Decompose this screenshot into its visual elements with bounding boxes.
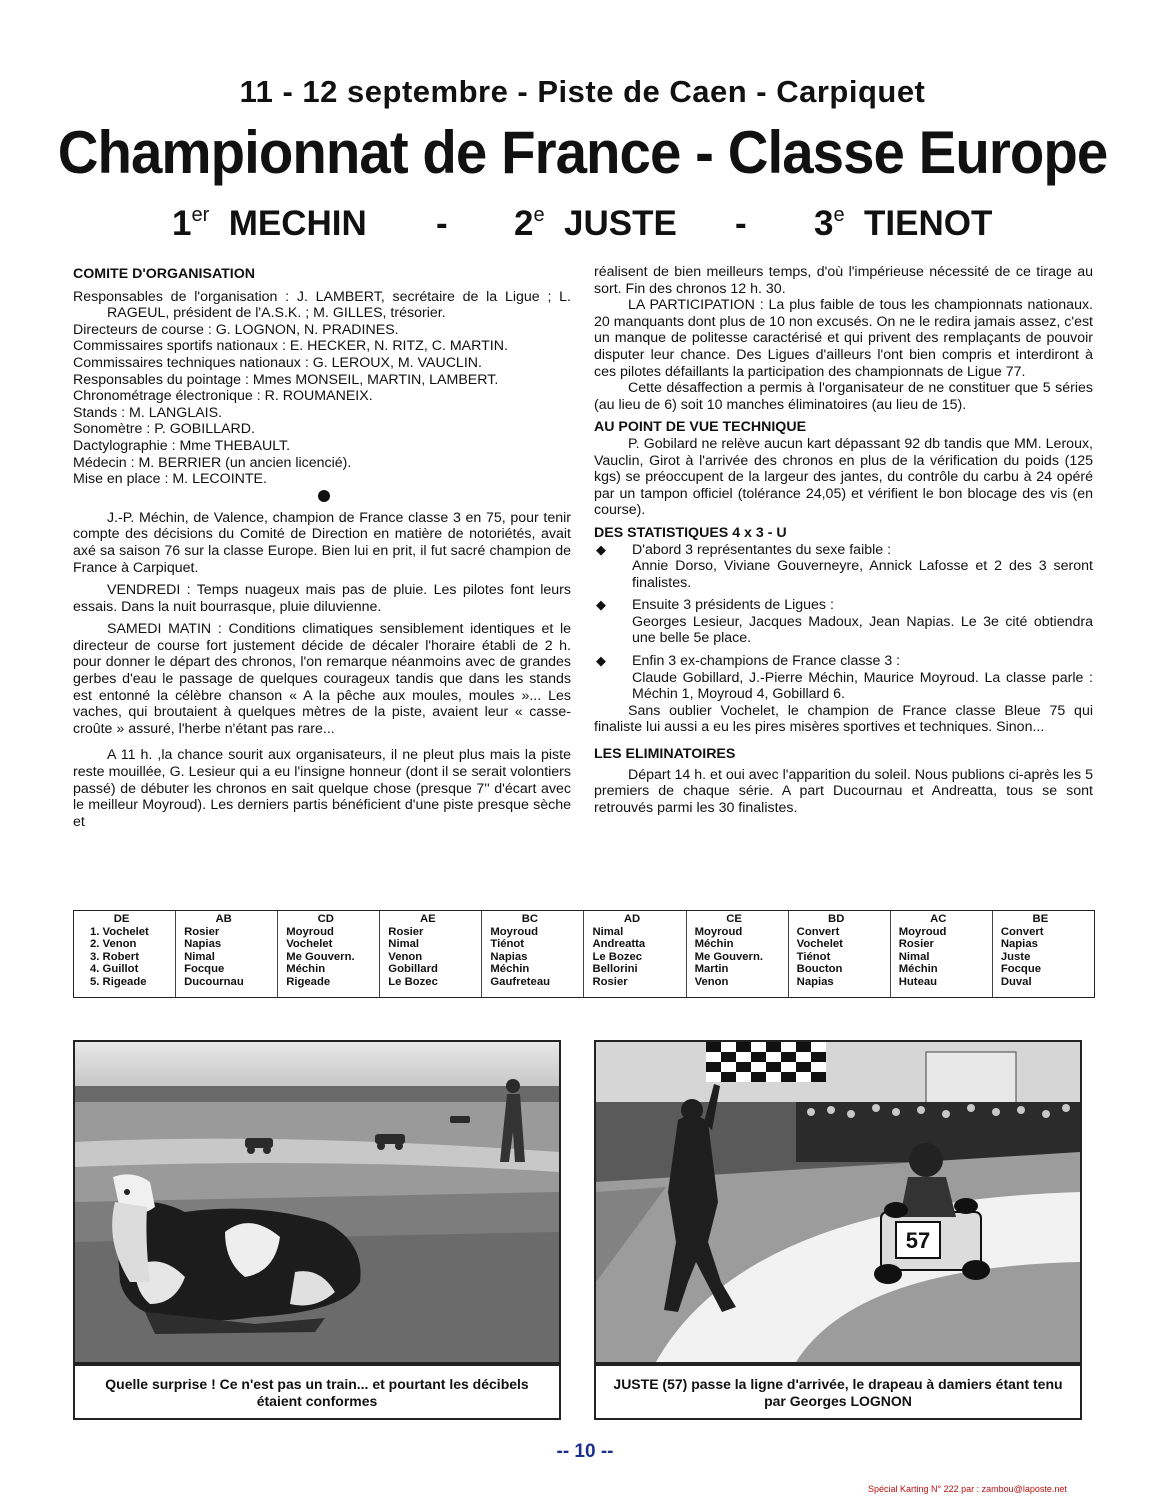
org-line: Commissaires sportifs nationaux : E. HECKER, N. RITZ, C. MARTIN. bbox=[73, 338, 508, 355]
podium-first: 1er MECHIN bbox=[172, 204, 367, 243]
eliminatoires-heading: LES ELIMINATOIRES bbox=[594, 746, 736, 763]
driver-entry: Méchin bbox=[490, 963, 530, 976]
driver-entry: Napias bbox=[796, 975, 834, 988]
driver-entry: Huteau bbox=[898, 975, 938, 988]
driver-entry: Ducournau bbox=[184, 975, 244, 988]
diamond-bullet-icon: ◆ bbox=[596, 597, 606, 613]
driver-entry: 4. Guillot bbox=[90, 963, 139, 976]
series-header: DE bbox=[113, 913, 130, 925]
driver-entry: Rosier bbox=[184, 925, 220, 938]
driver-entry: 1. Vochelet bbox=[90, 925, 149, 938]
footer-credit: Spécial Karting N° 222 par : zambou@laposte.net bbox=[868, 1484, 1067, 1494]
results-column bbox=[379, 911, 481, 997]
finish-line-photo bbox=[594, 1040, 1082, 1364]
org-line: Sonomètre : P. GOBILLARD. bbox=[73, 421, 255, 438]
series-header: AE bbox=[419, 913, 436, 925]
desaffection-paragraph: Cette désaffection a permis à l'organisateur de ne constituer que 5 séries (au lieu de 6) soit 10 manches éliminatoires (au lieu de 15). bbox=[594, 380, 1093, 413]
driver-entry: Andreatta bbox=[592, 938, 646, 951]
article-paragraph: réalisent de bien meilleurs temps, d'où l'impérieuse nécessité de ce tirage au sort. Fin des chronos 12 h. 30. bbox=[594, 264, 1093, 297]
driver-entry: Rosier bbox=[592, 975, 628, 988]
stats-lead: D'abord 3 représentantes du sexe faible : bbox=[632, 541, 892, 558]
podium-separator: - bbox=[436, 204, 448, 243]
podium-third: 3e TIENOT bbox=[814, 204, 993, 243]
podium-separator: - bbox=[735, 204, 747, 243]
vochelet-paragraph: Sans oublier Vochelet, le champion de France classe Bleue 75 qui finaliste lui aussi a eu les pires misères sportives et techniques. Sinon... bbox=[594, 702, 1093, 736]
kart-number-label: 57 bbox=[905, 1228, 931, 1253]
podium-line bbox=[0, 204, 1165, 254]
driver-entry: Boucton bbox=[796, 963, 843, 976]
driver-entry: Focque bbox=[1000, 963, 1042, 976]
right-column bbox=[594, 264, 1093, 816]
driver-entry: 5. Rigeade bbox=[90, 975, 147, 988]
driver-entry: Moyroud bbox=[490, 925, 539, 938]
stats-detail: Annie Dorso, Viviane Gouverneyre, Annick Lafosse et 2 des 3 seront finalistes. bbox=[632, 558, 1093, 591]
driver-entry: Moyroud bbox=[898, 925, 947, 938]
results-column bbox=[890, 911, 992, 997]
series-header: AB bbox=[215, 913, 232, 925]
cow-photo-image bbox=[75, 1042, 559, 1362]
driver-entry: Tiénot bbox=[796, 950, 831, 963]
event-date-location: 11 - 12 septembre - Piste de Caen - Carpiquet bbox=[239, 74, 926, 109]
stats-lead: Ensuite 3 présidents de Ligues : bbox=[632, 597, 834, 614]
series-header: BE bbox=[1032, 913, 1049, 925]
cow-photo bbox=[73, 1040, 561, 1364]
stats-lead: Enfin 3 ex-champions de France classe 3 : bbox=[632, 653, 901, 670]
technique-paragraph: P. Gobilard ne relève aucun kart dépassant 92 db tandis que MM. Leroux, Vauclin, Girot à l'arrivée des chronos en plus de la vérification du poids (125 kgs) se préoccupent de la largeur des jantes, du contrôle du carbu à 24 opéré par un tampon officiel (tolérance 24,05) et vérifient le bon blocage des vis (en course). bbox=[594, 435, 1093, 519]
article-paragraph: SAMEDI MATIN : Conditions climatiques sensiblement identiques et le directeur de course fort justement décide de décaler l'horaire établi de 2 h. pour donner le départ des chronos, l'on remarque néanmoins avec de grandes gerbes d'eau le passage de quelques courageux tandis que dans les stands est entonné la célèbre chanson « A la pêche aux moules, moules »... Les vaches, qui broutaient à quelques mètres de la piste, avaient leur « casse-croûte » assuré, l'herbe n'étant pas rare... bbox=[73, 621, 571, 737]
driver-entry: Venon bbox=[694, 975, 729, 988]
driver-entry: Convert bbox=[1000, 925, 1044, 938]
driver-entry: Napias bbox=[184, 938, 222, 951]
driver-entry: Rosier bbox=[898, 938, 934, 951]
article-paragraph: VENDREDI : Temps nuageux mais pas de pluie. Les pilotes font leurs essais. Dans la nuit bourrasque, pluie diluvienne. bbox=[73, 582, 571, 615]
driver-entry: Moyroud bbox=[286, 925, 334, 938]
driver-entry: Nimal bbox=[184, 950, 215, 963]
org-line: Médecin : M. BERRIER (un ancien licencié). bbox=[73, 454, 352, 471]
driver-entry: Tiénot bbox=[490, 938, 525, 951]
driver-entry: 3. Robert bbox=[90, 950, 139, 963]
series-header: AC bbox=[930, 913, 947, 925]
driver-entry: Duval bbox=[1000, 975, 1032, 988]
org-line: Chronométrage électronique : R. ROUMANEIX. bbox=[73, 388, 373, 405]
finish-line-photo-caption: JUSTE (57) passe la ligne d'arrivée, le drapeau à damiers étant tenu par Georges LOGNON bbox=[594, 1364, 1082, 1420]
results-column bbox=[277, 911, 379, 997]
stats-detail: Georges Lesieur, Jacques Madoux, Jean Napias. Le 3e cité obtiendra une belle 5e place. bbox=[632, 613, 1093, 647]
stats-item bbox=[594, 653, 1093, 703]
driver-entry: 2. Venon bbox=[90, 938, 137, 951]
driver-entry: Gaufreteau bbox=[490, 975, 551, 988]
org-line: Stands : M. LANGLAIS. bbox=[73, 404, 223, 421]
driver-entry: Me Gouvern. bbox=[694, 950, 763, 963]
series-header: AD bbox=[623, 913, 641, 925]
stats-item bbox=[594, 542, 1093, 592]
driver-entry: Martin bbox=[694, 963, 729, 976]
stats-heading: DES STATISTIQUES 4 x 3 - U bbox=[594, 524, 787, 541]
organisation-heading: COMITE D'ORGANISATION bbox=[73, 266, 256, 282]
series-header: BC bbox=[521, 913, 539, 925]
technique-heading: AU POINT DE VUE TECHNIQUE bbox=[594, 419, 807, 436]
org-line: Dactylographie : Mme THEBAULT. bbox=[73, 437, 291, 454]
diamond-bullet-icon: ◆ bbox=[596, 653, 606, 669]
driver-entry: Convert bbox=[796, 925, 840, 938]
driver-entry: Bellorini bbox=[592, 963, 638, 976]
driver-entry: Venon bbox=[388, 950, 423, 963]
results-column bbox=[583, 911, 685, 997]
driver-entry: Méchin bbox=[286, 963, 326, 976]
driver-entry: Me Gouvern. bbox=[286, 950, 355, 963]
results-table bbox=[73, 910, 1095, 998]
series-header: BD bbox=[828, 913, 845, 925]
page-title: Championnat de France - Classe Europe bbox=[57, 119, 1108, 186]
org-line: Responsables de l'organisation : J. LAMBERT, secrétaire de la Ligue ; L. RAGEUL, président de l'A.S.K. ; M. GILLES, trésorier. bbox=[73, 288, 571, 322]
eliminatoires-paragraph: Départ 14 h. et oui avec l'apparition du soleil. Nous publions ci-après les 5 premiers de chaque série. A part Ducournau et Andreatta, tous se sont retrouvés parmi les 30 finalistes. bbox=[594, 766, 1093, 816]
results-column bbox=[686, 911, 788, 997]
section-bullet-icon bbox=[318, 490, 330, 502]
left-column bbox=[73, 266, 571, 830]
org-line: Responsables du pointage : Mmes MONSEIL, MARTIN, LAMBERT. bbox=[73, 371, 499, 388]
participation-paragraph: LA PARTICIPATION : La plus faible de tous les championnats nationaux. 20 manquants dont plus de 10 non excusés. On ne le redira jamais assez, c'est un manque de politesse caractérisé et qui privent des remplaçants de pouvoir disputer leur chance. Des Ligues d'ailleurs l'ont bien compris et interdiront à ces pilotes défaillants la participation des championnats de Ligue 77. bbox=[594, 297, 1093, 380]
series-header: CE bbox=[726, 913, 742, 925]
org-line: Mise en place : M. LECOINTE. bbox=[73, 471, 267, 488]
driver-entry: Rosier bbox=[388, 925, 424, 938]
driver-entry: Juste bbox=[1000, 950, 1031, 963]
driver-entry: Moyroud bbox=[694, 925, 743, 938]
stats-item bbox=[594, 597, 1093, 647]
results-column bbox=[74, 911, 175, 997]
driver-entry: Rigeade bbox=[286, 975, 331, 988]
driver-entry: Nimal bbox=[388, 938, 420, 951]
driver-entry: Napias bbox=[490, 950, 528, 963]
driver-entry: Méchin bbox=[694, 938, 734, 951]
results-column bbox=[788, 911, 890, 997]
driver-entry: Focque bbox=[184, 963, 225, 976]
cow-photo-caption: Quelle surprise ! Ce n'est pas un train... et pourtant les décibels étaient conformes bbox=[73, 1364, 561, 1420]
diamond-bullet-icon: ◆ bbox=[596, 541, 606, 557]
results-column bbox=[175, 911, 277, 997]
series-header: CD bbox=[317, 913, 334, 925]
page-number: -- 10 -- bbox=[556, 1441, 614, 1462]
driver-entry: Méchin bbox=[898, 963, 938, 976]
org-line: Commissaires techniques nationaux : G. LEROUX, M. VAUCLIN. bbox=[73, 354, 482, 371]
driver-entry: Vochelet bbox=[796, 938, 843, 951]
driver-entry: Vochelet bbox=[286, 938, 333, 951]
driver-entry: Nimal bbox=[592, 925, 624, 938]
driver-entry: Napias bbox=[1000, 938, 1038, 951]
stats-detail: Claude Gobillard, J.-Pierre Méchin, Maurice Moyroud. La classe parle : Méchin 1, Moyroud 4, Gobillard 6. bbox=[632, 669, 1093, 703]
driver-entry: Le Bozec bbox=[388, 975, 438, 988]
podium-second: 2e JUSTE bbox=[514, 204, 677, 243]
finish-line-photo-image bbox=[596, 1042, 1080, 1362]
driver-entry: Gobillard bbox=[388, 963, 438, 976]
org-line: Directeurs de course : G. LOGNON, N. PRADINES. bbox=[73, 321, 399, 338]
article-paragraph: J.-P. Méchin, de Valence, champion de France classe 3 en 75, pour tenir compte des décisions du Comité de Direction en matière de notoriétés, avait axé sa saison 76 sur la classe Europe. Bien lui en prit, il fut sacré champion de France à Carpiquet. bbox=[73, 509, 571, 576]
article-paragraph: A 11 h. ,la chance sourit aux organisateurs, il ne pleut plus mais la piste reste mouillée, G. Lesieur qui a eu l'insigne honneur (dont il se serait volontiers passé) de débuter les chronos en sait quelque chose (presque 7'' d'écart avec le meilleur Moyroud). Les derniers partis bénéficient d'une piste presque sèche et bbox=[73, 747, 571, 830]
driver-entry: Nimal bbox=[898, 950, 930, 963]
driver-entry: Le Bozec bbox=[592, 950, 643, 963]
results-column bbox=[992, 911, 1094, 997]
results-column bbox=[481, 911, 583, 997]
